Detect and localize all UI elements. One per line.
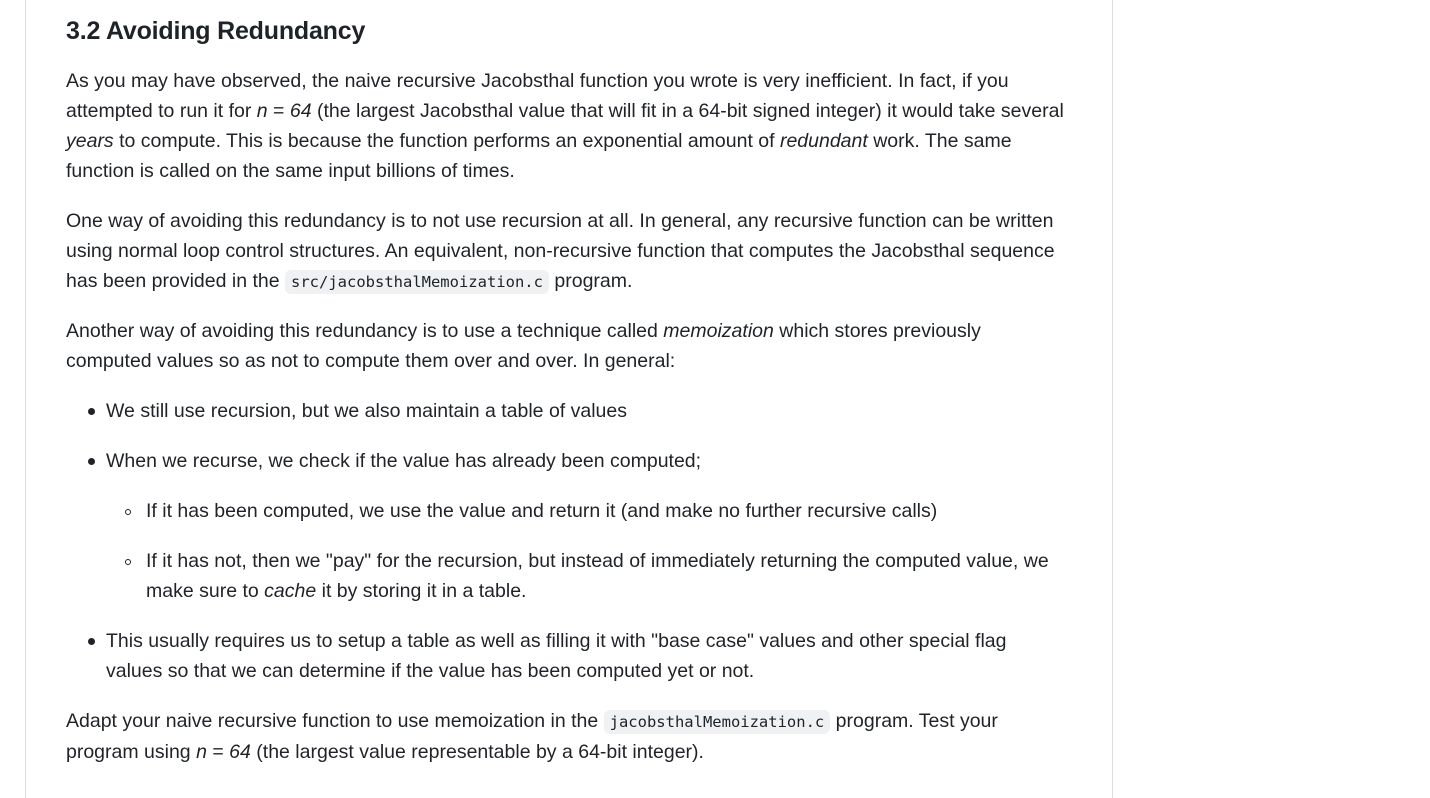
- paragraph-memoization: Another way of avoiding this redundancy is to use a technique called memoization which stores previously computed values so as not to compute them over and over. In general:: [66, 320, 981, 372]
- math-n: n: [256, 100, 268, 122]
- math-n: n: [196, 741, 207, 763]
- list-item: We still use recursion, but we also maintain a table of values: [106, 400, 627, 422]
- math-64: 64: [229, 741, 251, 763]
- emphasis-redundant: redundant: [779, 130, 868, 152]
- code-src-file: src/jacobsthalMemoization.c: [285, 270, 549, 294]
- section-heading: 3.2 Avoiding Redundancy: [66, 17, 366, 45]
- sub-list-item: If it has not, then we "pay" for the recursion, but instead of immediately returning the computed value, we make sure to cache it by storing it in a table.: [146, 550, 1049, 602]
- hollow-bullet-icon: [125, 559, 131, 565]
- emphasis-cache: cache: [264, 580, 317, 602]
- math-64: 64: [289, 100, 312, 122]
- list-item: When we recurse, we check if the value has already been computed;: [106, 450, 702, 472]
- emphasis-memoization: memoization: [663, 320, 774, 342]
- paragraph-task: Adapt your naive recursive function to use memoization in the jacobsthalMemoization.c program. Test your program using n = 64 (the largest value representable by a 64-bit integer).: [66, 710, 998, 763]
- list-item: This usually requires us to setup a table as well as filling it with "base case" values and other special flag values so that we can determine if the value has been computed yet or not.: [106, 630, 1007, 682]
- emphasis-years: years: [66, 130, 114, 152]
- paragraph-intro: As you may have observed, the naive recursive Jacobsthal function you wrote is very inefficient. In fact, if you attempted to run it for n = 64 (the largest Jacobsthal value that will fit in a 64-bit signed integer) it would take several years to compute. This is because the function performs an exponential amount of redundant work. The same function is called on the same input billions of times.: [66, 70, 1064, 182]
- bullet-icon: [88, 408, 95, 415]
- markdown-article: [25, 0, 1113, 798]
- bullet-icon: [88, 638, 95, 645]
- sub-list-item: If it has been computed, we use the value and return it (and make no further recursive calls): [146, 500, 938, 522]
- paragraph-loop-alternative: One way of avoiding this redundancy is to not use recursion at all. In general, any recursive function can be written using normal loop control structures. An equivalent, non-recursive function that computes the Jacobsthal sequence has been provided in the src/jacobsthalMemoization.c program.: [66, 210, 1055, 292]
- code-memo-file: jacobsthalMemoization.c: [604, 710, 831, 734]
- hollow-bullet-icon: [125, 509, 131, 515]
- bullet-icon: [88, 458, 95, 465]
